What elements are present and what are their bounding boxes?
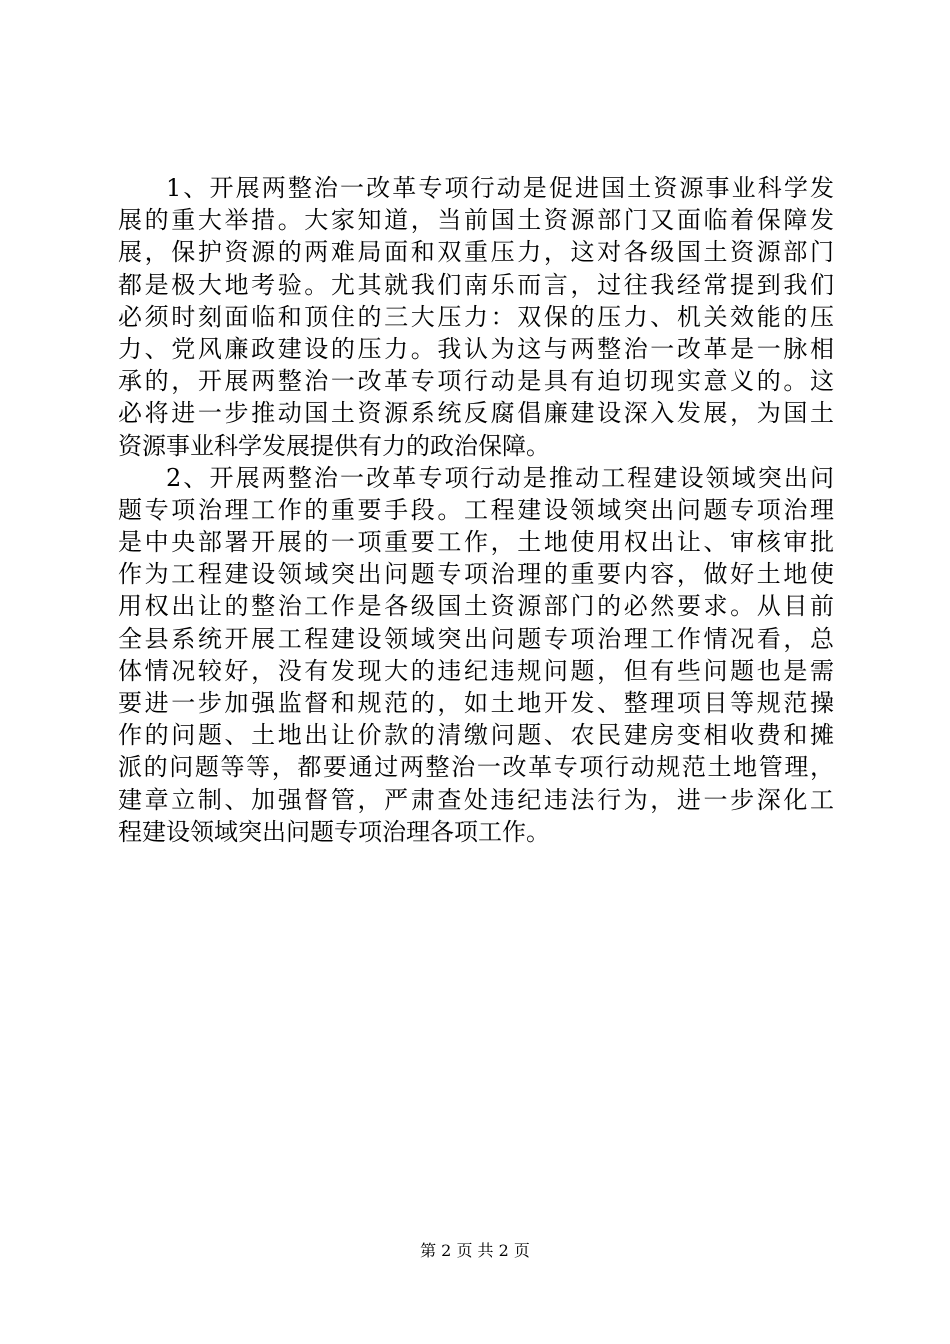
text-line: 作为工程建设领域突出问题专项治理的重要内容，做好土地使 [118,560,834,589]
text-line: 建章立制、加强督管，严肃查处违纪违法行为，进一步深化工 [118,785,834,814]
text-line: 1、开展两整治一改革专项行动是促进国土资源事业科学发 [166,174,834,202]
paragraph-2 [118,462,834,848]
text-line: 作的问题、土地出让价款的清缴问题、农民建房变相收费和摊 [118,721,834,750]
text-line: 用权出让的整治工作是各级国土资源部门的必然要求。从目前 [118,592,834,621]
text-line: 承的，开展两整治一改革专项行动是具有迫切现实意义的。这 [118,367,834,396]
text-line: 2、开展两整治一改革专项行动是推动工程建设领域突出问 [166,463,834,492]
text-line: 展，保护资源的两难局面和双重压力，这对各级国土资源部门 [118,238,834,267]
text-line: 全县系统开展工程建设领域突出问题专项治理工作情况看，总 [118,624,834,653]
body-text [118,172,834,848]
page-number-label: 第 2 页 共 2 页 [420,1241,530,1260]
paragraph-1 [118,172,834,462]
text-line: 资源事业科学发展提供有力的政治保障。 [118,431,550,460]
text-line: 要进一步加强监督和规范的，如土地开发、整理项目等规范操 [118,689,834,717]
text-line: 必将进一步推动国土资源系统反腐倡廉建设深入发展，为国土 [118,399,834,428]
text-line: 力、党风廉政建设的压力。我认为这与两整治一改革是一脉相 [118,334,834,363]
text-line: 是中央部署开展的一项重要工作，土地使用权出让、审核审批 [118,528,834,557]
text-line: 体情况较好，没有发现大的违纪违规问题，但有些问题也是需 [118,656,834,685]
text-line: 程建设领域突出问题专项治理各项工作。 [118,817,550,846]
text-line: 展的重大举措。大家知道，当前国土资源部门又面临着保障发 [118,206,834,235]
text-line: 派的问题等等，都要通过两整治一改革专项行动规范土地管理， [118,753,834,782]
text-line: 必须时刻面临和顶住的三大压力：双保的压力、机关效能的压 [118,302,834,331]
text-line: 都是极大地考验。尤其就我们南乐而言，过往我经常提到我们 [118,270,834,299]
page-footer [0,1240,950,1262]
text-line: 题专项治理工作的重要手段。工程建设领域突出问题专项治理 [118,495,834,524]
